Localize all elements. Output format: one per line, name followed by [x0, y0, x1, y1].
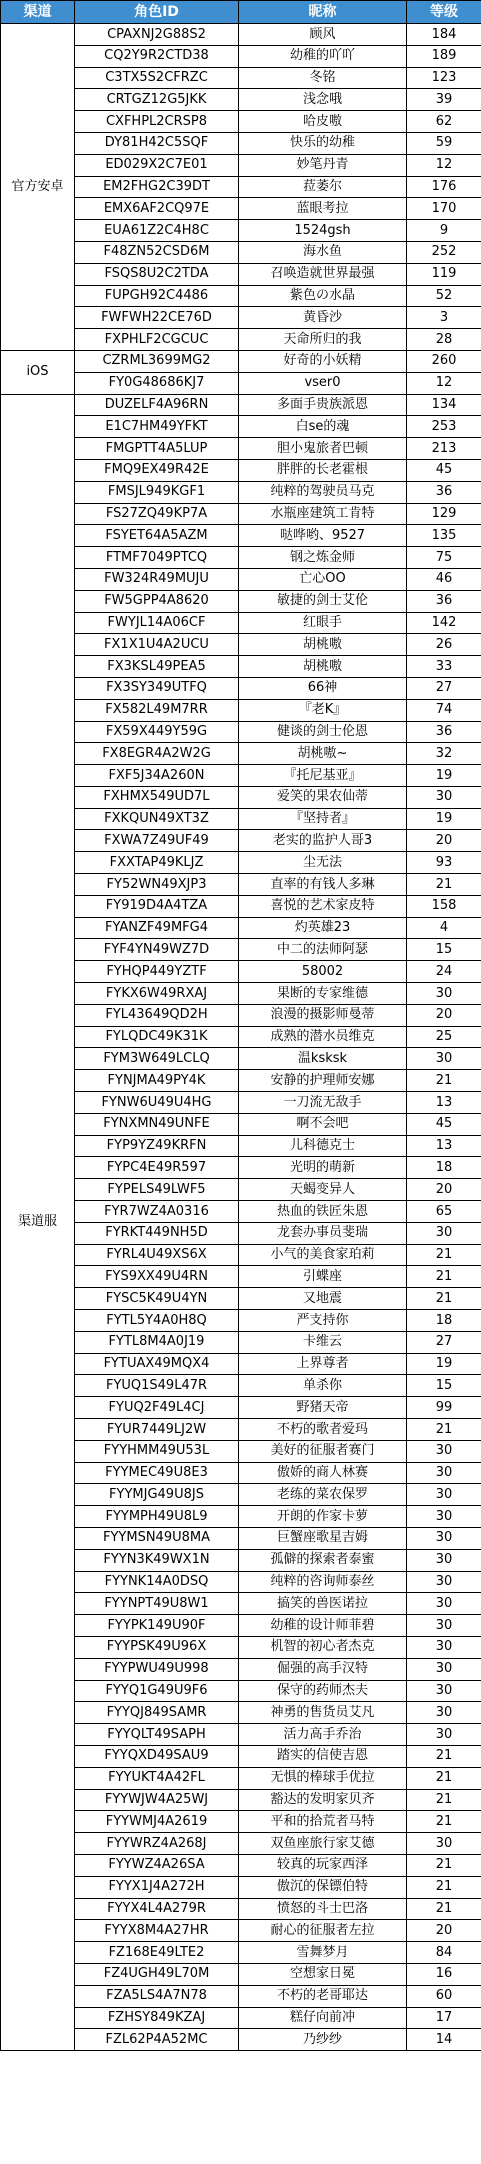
role-id-cell: FXXTAP49KLJZ	[75, 852, 239, 874]
nickname-cell: 果断的专家维德	[239, 983, 407, 1005]
nickname-cell: 美好的征服者赛门	[239, 1440, 407, 1462]
role-id-cell: FYYQLT49SAPH	[75, 1724, 239, 1746]
nickname-cell: 儿科德克士	[239, 1135, 407, 1157]
role-id-cell: FY919D4A4TZA	[75, 895, 239, 917]
level-cell: 176	[407, 176, 481, 198]
nickname-cell: 召唤造就世界最强	[239, 263, 407, 285]
level-cell: 16	[407, 1963, 481, 1985]
nickname-cell: 傲沉的保镖伯特	[239, 1876, 407, 1898]
level-cell: 32	[407, 743, 481, 765]
nickname-cell: 天命所归的我	[239, 329, 407, 351]
level-cell: 36	[407, 590, 481, 612]
nickname-cell: 倔强的高手汉特	[239, 1658, 407, 1680]
role-id-cell: FYNXMN49UNFE	[75, 1113, 239, 1135]
level-cell: 119	[407, 263, 481, 285]
level-cell: 21	[407, 1070, 481, 1092]
level-cell: 30	[407, 983, 481, 1005]
nickname-cell: 紫色の水晶	[239, 285, 407, 307]
role-id-cell: FYYMEC49U8E3	[75, 1462, 239, 1484]
nickname-cell: 冬铭	[239, 67, 407, 89]
nickname-cell: 喜悦的艺术家皮特	[239, 895, 407, 917]
role-id-cell: EMX6AF2CQ97E	[75, 198, 239, 220]
level-cell: 30	[407, 1724, 481, 1746]
level-cell: 36	[407, 721, 481, 743]
role-id-cell: FX8EGR4A2W2G	[75, 743, 239, 765]
nickname-cell: 纯粹的驾驶员马克	[239, 481, 407, 503]
nickname-cell: 较真的玩家西泽	[239, 1854, 407, 1876]
level-cell: 30	[407, 1484, 481, 1506]
level-cell: 30	[407, 1680, 481, 1702]
nickname-cell: 天蝎变异人	[239, 1179, 407, 1201]
level-cell: 21	[407, 1789, 481, 1811]
nickname-cell: 『托尼基亚』	[239, 765, 407, 787]
level-cell: 28	[407, 329, 481, 351]
nickname-cell: 又地震	[239, 1288, 407, 1310]
nickname-cell: 顾风	[239, 24, 407, 46]
level-cell: 27	[407, 1331, 481, 1353]
role-id-cell: FX1X1U4A2UCU	[75, 634, 239, 656]
level-cell: 20	[407, 1004, 481, 1026]
role-id-cell: E1C7HM49YFKT	[75, 416, 239, 438]
level-cell: 12	[407, 372, 481, 394]
nickname-cell: 上界尊者	[239, 1353, 407, 1375]
role-id-cell: FX3KSL49PEA5	[75, 656, 239, 678]
nickname-cell: 巨蟹座歌星吉姆	[239, 1527, 407, 1549]
nickname-cell: 温ksksk	[239, 1048, 407, 1070]
role-id-cell: FYYPK149U90F	[75, 1615, 239, 1637]
nickname-cell: 雪舞梦月	[239, 1942, 407, 1964]
level-cell: 17	[407, 2007, 481, 2029]
role-id-cell: FSYET64A5AZM	[75, 525, 239, 547]
role-id-cell: FZHSY849KZAJ	[75, 2007, 239, 2029]
nickname-cell: 老练的菜农保罗	[239, 1484, 407, 1506]
role-id-cell: FX3SY349UTFQ	[75, 677, 239, 699]
level-cell: 30	[407, 1506, 481, 1528]
role-id-cell: FXKQUN49XT3Z	[75, 808, 239, 830]
level-cell: 21	[407, 1854, 481, 1876]
nickname-cell: 严支持你	[239, 1310, 407, 1332]
nickname-cell: 成熟的潜水员维克	[239, 1026, 407, 1048]
level-cell: 129	[407, 503, 481, 525]
level-cell: 30	[407, 1440, 481, 1462]
nickname-cell: 海水鱼	[239, 241, 407, 263]
role-id-cell: CPAXNJ2G88S2	[75, 24, 239, 46]
nickname-cell: 卡维云	[239, 1331, 407, 1353]
role-id-cell: FWFWH22CE76D	[75, 307, 239, 329]
role-id-cell: FYTL5Y4A0H8Q	[75, 1310, 239, 1332]
role-id-cell: FWYJL14A06CF	[75, 612, 239, 634]
role-id-cell: FYR7WZ4A0316	[75, 1201, 239, 1223]
level-cell: 189	[407, 45, 481, 67]
level-cell: 21	[407, 1266, 481, 1288]
role-id-cell: FYYX4L4A279R	[75, 1898, 239, 1920]
level-cell: 21	[407, 1288, 481, 1310]
nickname-cell: 蓝眼考拉	[239, 198, 407, 220]
level-cell: 30	[407, 1702, 481, 1724]
role-id-cell: FYTUAX49MQX4	[75, 1353, 239, 1375]
nickname-cell: 热血的铁匠朱恩	[239, 1201, 407, 1223]
channel-cell: 官方安卓	[1, 24, 75, 351]
role-id-cell: ED029X2C7E01	[75, 154, 239, 176]
nickname-cell: 开朗的作家卡萝	[239, 1506, 407, 1528]
level-cell: 213	[407, 438, 481, 460]
nickname-cell: 傲娇的商人林赛	[239, 1462, 407, 1484]
nickname-cell: 乃纱纱	[239, 2029, 407, 2051]
nickname-cell: 豁达的发明家贝齐	[239, 1789, 407, 1811]
level-cell: 13	[407, 1092, 481, 1114]
role-id-cell: CQ2Y9R2CTD38	[75, 45, 239, 67]
role-id-cell: FMQ9EX49R42E	[75, 459, 239, 481]
role-id-cell: FYRKT449NH5D	[75, 1222, 239, 1244]
role-id-cell: FYF4YN49WZ7D	[75, 939, 239, 961]
nickname-cell: 白se的魂	[239, 416, 407, 438]
role-id-cell: FYYQ1G49U9F6	[75, 1680, 239, 1702]
level-cell: 21	[407, 1898, 481, 1920]
level-cell: 30	[407, 1462, 481, 1484]
level-cell: 21	[407, 1244, 481, 1266]
role-id-cell: FYTL8M4A0J19	[75, 1331, 239, 1353]
level-cell: 30	[407, 1549, 481, 1571]
nickname-cell: 平和的拾荒者马特	[239, 1811, 407, 1833]
nickname-cell: 尘无法	[239, 852, 407, 874]
level-cell: 30	[407, 1222, 481, 1244]
nickname-cell: 神勇的售货员艾凡	[239, 1702, 407, 1724]
header-role-id: 角色ID	[75, 1, 239, 24]
level-cell: 65	[407, 1201, 481, 1223]
level-cell: 60	[407, 1985, 481, 2007]
role-id-cell: FYHQP449YZTF	[75, 961, 239, 983]
role-id-cell: FYYWZ4A26SA	[75, 1854, 239, 1876]
table-body	[1, 24, 481, 2051]
role-id-cell: FYYNK14A0DSQ	[75, 1571, 239, 1593]
level-cell: 52	[407, 285, 481, 307]
level-cell: 26	[407, 634, 481, 656]
level-cell: 252	[407, 241, 481, 263]
nickname-cell: 好奇的小妖精	[239, 350, 407, 372]
role-id-cell: FXHMX549UD7L	[75, 786, 239, 808]
level-cell: 46	[407, 568, 481, 590]
role-id-cell: FYANZF49MFG4	[75, 917, 239, 939]
role-id-cell: FX59X449Y59G	[75, 721, 239, 743]
level-cell: 74	[407, 699, 481, 721]
role-id-cell: FYYQXD49SAU9	[75, 1745, 239, 1767]
level-cell: 123	[407, 67, 481, 89]
level-cell: 75	[407, 547, 481, 569]
nickname-cell: 光明的萌新	[239, 1157, 407, 1179]
nickname-cell: 浅念哦	[239, 89, 407, 111]
nickname-cell: 钢之炼金师	[239, 547, 407, 569]
nickname-cell: 糕仔向前冲	[239, 2007, 407, 2029]
role-id-cell: FYSC5K49U4YN	[75, 1288, 239, 1310]
nickname-cell: 红眼手	[239, 612, 407, 634]
level-cell: 25	[407, 1026, 481, 1048]
nickname-cell: 纯粹的咨询师泰丝	[239, 1571, 407, 1593]
nickname-cell: 双鱼座旅行家艾德	[239, 1833, 407, 1855]
header-level: 等级	[407, 1, 481, 24]
level-cell: 24	[407, 961, 481, 983]
role-id-cell: FYUQ2F49L4CJ	[75, 1397, 239, 1419]
level-cell: 4	[407, 917, 481, 939]
channel-cell: 渠道服	[1, 394, 75, 2051]
header-channel: 渠道	[1, 1, 75, 24]
level-cell: 39	[407, 89, 481, 111]
role-id-cell: FYYNPT49U8W1	[75, 1593, 239, 1615]
channel-cell: iOS	[1, 350, 75, 394]
nickname-cell: 胖胖的长老霍根	[239, 459, 407, 481]
role-id-cell: FYYMSN49U8MA	[75, 1527, 239, 1549]
level-cell: 18	[407, 1157, 481, 1179]
level-cell: 158	[407, 895, 481, 917]
level-cell: 14	[407, 2029, 481, 2051]
level-cell: 15	[407, 1375, 481, 1397]
level-cell: 30	[407, 1571, 481, 1593]
role-id-cell: FYNJMA49PY4K	[75, 1070, 239, 1092]
role-id-cell: FYS9XX49U4RN	[75, 1266, 239, 1288]
nickname-cell: 胡桃嗷	[239, 634, 407, 656]
nickname-cell: 野猪天帝	[239, 1397, 407, 1419]
nickname-cell: 幼稚的设计师菲碧	[239, 1615, 407, 1637]
level-cell: 9	[407, 220, 481, 242]
role-id-cell: FZ168E49LTE2	[75, 1942, 239, 1964]
role-id-cell: CXFHPL2CRSP8	[75, 111, 239, 133]
role-id-cell: FYUQ1S49L47R	[75, 1375, 239, 1397]
nickname-cell: 灼英雄23	[239, 917, 407, 939]
nickname-cell: 『老K』	[239, 699, 407, 721]
nickname-cell: 单杀你	[239, 1375, 407, 1397]
nickname-cell: 亡心OO	[239, 568, 407, 590]
role-id-cell: FYYX1J4A272H	[75, 1876, 239, 1898]
level-cell: 30	[407, 1658, 481, 1680]
role-id-cell: FYYN3K49WX1N	[75, 1549, 239, 1571]
role-id-cell: FYYPWU49U998	[75, 1658, 239, 1680]
level-cell: 30	[407, 1527, 481, 1549]
nickname-cell: 『坚持者』	[239, 808, 407, 830]
level-cell: 33	[407, 656, 481, 678]
role-id-cell: FUPGH92C4486	[75, 285, 239, 307]
nickname-cell: 58002	[239, 961, 407, 983]
nickname-cell: 孤僻的探索者泰蜜	[239, 1549, 407, 1571]
role-id-cell: FMSJL949KGF1	[75, 481, 239, 503]
nickname-cell: 啊不会吧	[239, 1113, 407, 1135]
level-cell: 20	[407, 830, 481, 852]
level-cell: 30	[407, 1593, 481, 1615]
level-cell: 12	[407, 154, 481, 176]
nickname-cell: 无惧的棒球手优拉	[239, 1767, 407, 1789]
role-id-cell: FYYWMJ4A2619	[75, 1811, 239, 1833]
role-id-cell: DY81H42C5SQF	[75, 132, 239, 154]
level-cell: 30	[407, 1636, 481, 1658]
nickname-cell: 1524gsh	[239, 220, 407, 242]
nickname-cell: 敏捷的剑士艾伦	[239, 590, 407, 612]
role-id-cell: FYYUKT4A42FL	[75, 1767, 239, 1789]
header-nickname: 昵称	[239, 1, 407, 24]
role-id-cell: FY52WN49XJP3	[75, 874, 239, 896]
role-id-cell: FYLQDC49K31K	[75, 1026, 239, 1048]
level-cell: 134	[407, 394, 481, 416]
nickname-cell: 直率的有钱人多琳	[239, 874, 407, 896]
role-id-cell: FYPC4E49R597	[75, 1157, 239, 1179]
level-cell: 19	[407, 765, 481, 787]
role-id-cell: C3TX5S2CFRZC	[75, 67, 239, 89]
role-id-cell: FYYPSK49U96X	[75, 1636, 239, 1658]
role-id-cell: FW5GPP4A8620	[75, 590, 239, 612]
table-row	[1, 350, 481, 372]
role-id-cell: CZRML3699MG2	[75, 350, 239, 372]
level-cell: 13	[407, 1135, 481, 1157]
level-cell: 45	[407, 459, 481, 481]
role-id-cell: DUZELF4A96RN	[75, 394, 239, 416]
level-cell: 62	[407, 111, 481, 133]
role-id-cell: FYPELS49LWF5	[75, 1179, 239, 1201]
nickname-cell: 66神	[239, 677, 407, 699]
nickname-cell: 胆小鬼旅者巴顿	[239, 438, 407, 460]
level-cell: 99	[407, 1397, 481, 1419]
role-id-cell: FZ4UGH49L70M	[75, 1963, 239, 1985]
role-id-cell: FYL43649QD2H	[75, 1004, 239, 1026]
nickname-cell: 妙笔丹青	[239, 154, 407, 176]
nickname-cell: 幼稚的吖吖	[239, 45, 407, 67]
role-id-cell: FXPHLF2CGCUC	[75, 329, 239, 351]
nickname-cell: 活力高手乔治	[239, 1724, 407, 1746]
role-id-cell: FSQS8U2C2TDA	[75, 263, 239, 285]
level-cell: 20	[407, 1179, 481, 1201]
level-cell: 27	[407, 677, 481, 699]
nickname-cell: 小气的美食家珀莉	[239, 1244, 407, 1266]
nickname-cell: 耐心的征服者左拉	[239, 1920, 407, 1942]
nickname-cell: 浪漫的摄影师曼蒂	[239, 1004, 407, 1026]
level-cell: 170	[407, 198, 481, 220]
role-id-cell: FZA5LS4A7N78	[75, 1985, 239, 2007]
level-cell: 19	[407, 808, 481, 830]
table-row	[1, 394, 481, 416]
level-cell: 30	[407, 1833, 481, 1855]
role-id-cell: FYYQJ849SAMR	[75, 1702, 239, 1724]
nickname-cell: 水瓶座建筑工肯特	[239, 503, 407, 525]
nickname-cell: 引蝶座	[239, 1266, 407, 1288]
role-id-cell: FYYWRZ4A268J	[75, 1833, 239, 1855]
level-cell: 20	[407, 1920, 481, 1942]
role-id-cell: EM2FHG2C39DT	[75, 176, 239, 198]
role-id-cell: FY0G48686KJ7	[75, 372, 239, 394]
nickname-cell: 黄昏沙	[239, 307, 407, 329]
role-id-cell: FW324R49MUJU	[75, 568, 239, 590]
level-cell: 184	[407, 24, 481, 46]
level-cell: 135	[407, 525, 481, 547]
level-cell: 21	[407, 1767, 481, 1789]
nickname-cell: 老实的监护人哥3	[239, 830, 407, 852]
nickname-cell: 胡桃嗷	[239, 656, 407, 678]
role-id-cell: FYKX6W49RXAJ	[75, 983, 239, 1005]
nickname-cell: 空想家日冕	[239, 1963, 407, 1985]
level-cell: 30	[407, 786, 481, 808]
nickname-cell: 菈萎尔	[239, 176, 407, 198]
nickname-cell: 安静的护理师安娜	[239, 1070, 407, 1092]
level-cell: 21	[407, 1745, 481, 1767]
level-cell: 21	[407, 1419, 481, 1441]
role-id-cell: FYYX8M4A27HR	[75, 1920, 239, 1942]
level-cell: 142	[407, 612, 481, 634]
level-cell: 3	[407, 307, 481, 329]
role-id-cell: FYYWJW4A25WJ	[75, 1789, 239, 1811]
level-cell: 260	[407, 350, 481, 372]
level-cell: 21	[407, 1876, 481, 1898]
level-cell: 36	[407, 481, 481, 503]
nickname-cell: 愤怒的斗士巴洛	[239, 1898, 407, 1920]
nickname-cell: 哒哗哟、9527	[239, 525, 407, 547]
nickname-cell: 不朽的歌者爱玛	[239, 1419, 407, 1441]
role-id-cell: CRTGZ12G5JKK	[75, 89, 239, 111]
nickname-cell: 不朽的老哥耶达	[239, 1985, 407, 2007]
role-id-cell: F48ZN52CSD6M	[75, 241, 239, 263]
role-id-cell: EUA61Z2C4H8C	[75, 220, 239, 242]
nickname-cell: 健谈的剑士伦恩	[239, 721, 407, 743]
nickname-cell: 快乐的幼稚	[239, 132, 407, 154]
level-cell: 93	[407, 852, 481, 874]
role-id-cell: FTMF7049PTCQ	[75, 547, 239, 569]
table-row	[1, 24, 481, 46]
nickname-cell: 踏实的信使吉恩	[239, 1745, 407, 1767]
nickname-cell: 保守的药师杰夫	[239, 1680, 407, 1702]
role-id-cell: FXWA7Z49UF49	[75, 830, 239, 852]
role-id-cell: FYYMJG49U8JS	[75, 1484, 239, 1506]
role-id-cell: FS27ZQ49KP7A	[75, 503, 239, 525]
level-cell: 18	[407, 1310, 481, 1332]
level-cell: 19	[407, 1353, 481, 1375]
header-row	[1, 1, 481, 24]
nickname-cell: 搞笑的兽医诺拉	[239, 1593, 407, 1615]
role-id-cell: FYRL4U49XS6X	[75, 1244, 239, 1266]
level-cell: 84	[407, 1942, 481, 1964]
level-cell: 253	[407, 416, 481, 438]
role-id-cell: FYNW6U49U4HG	[75, 1092, 239, 1114]
role-id-cell: FMGPTT4A5LUP	[75, 438, 239, 460]
nickname-cell: 机智的初心者杰克	[239, 1636, 407, 1658]
role-id-cell: FXF5J34A260N	[75, 765, 239, 787]
level-cell: 15	[407, 939, 481, 961]
level-cell: 21	[407, 874, 481, 896]
level-cell: 30	[407, 1048, 481, 1070]
role-id-cell: FYM3W649LCLQ	[75, 1048, 239, 1070]
nickname-cell: 胡桃嗷~	[239, 743, 407, 765]
role-id-cell: FYUR7449LJ2W	[75, 1419, 239, 1441]
nickname-cell: 一刀流无敌手	[239, 1092, 407, 1114]
role-id-cell: FZL62P4A52MC	[75, 2029, 239, 2051]
nickname-cell: 龙套办事员斐瑞	[239, 1222, 407, 1244]
nickname-cell: vser0	[239, 372, 407, 394]
nickname-cell: 爱笑的果农仙蒂	[239, 786, 407, 808]
level-cell: 45	[407, 1113, 481, 1135]
level-cell: 21	[407, 1811, 481, 1833]
nickname-cell: 中二的法师阿瑟	[239, 939, 407, 961]
nickname-cell: 哈皮嗷	[239, 111, 407, 133]
role-id-cell: FYYMPH49U8L9	[75, 1506, 239, 1528]
level-cell: 59	[407, 132, 481, 154]
level-cell: 30	[407, 1615, 481, 1637]
role-id-cell: FX582L49M7RR	[75, 699, 239, 721]
nickname-cell: 多面手贵族派恩	[239, 394, 407, 416]
role-id-cell: FYYHMM49U53L	[75, 1440, 239, 1462]
role-id-cell: FYP9YZ49KRFN	[75, 1135, 239, 1157]
